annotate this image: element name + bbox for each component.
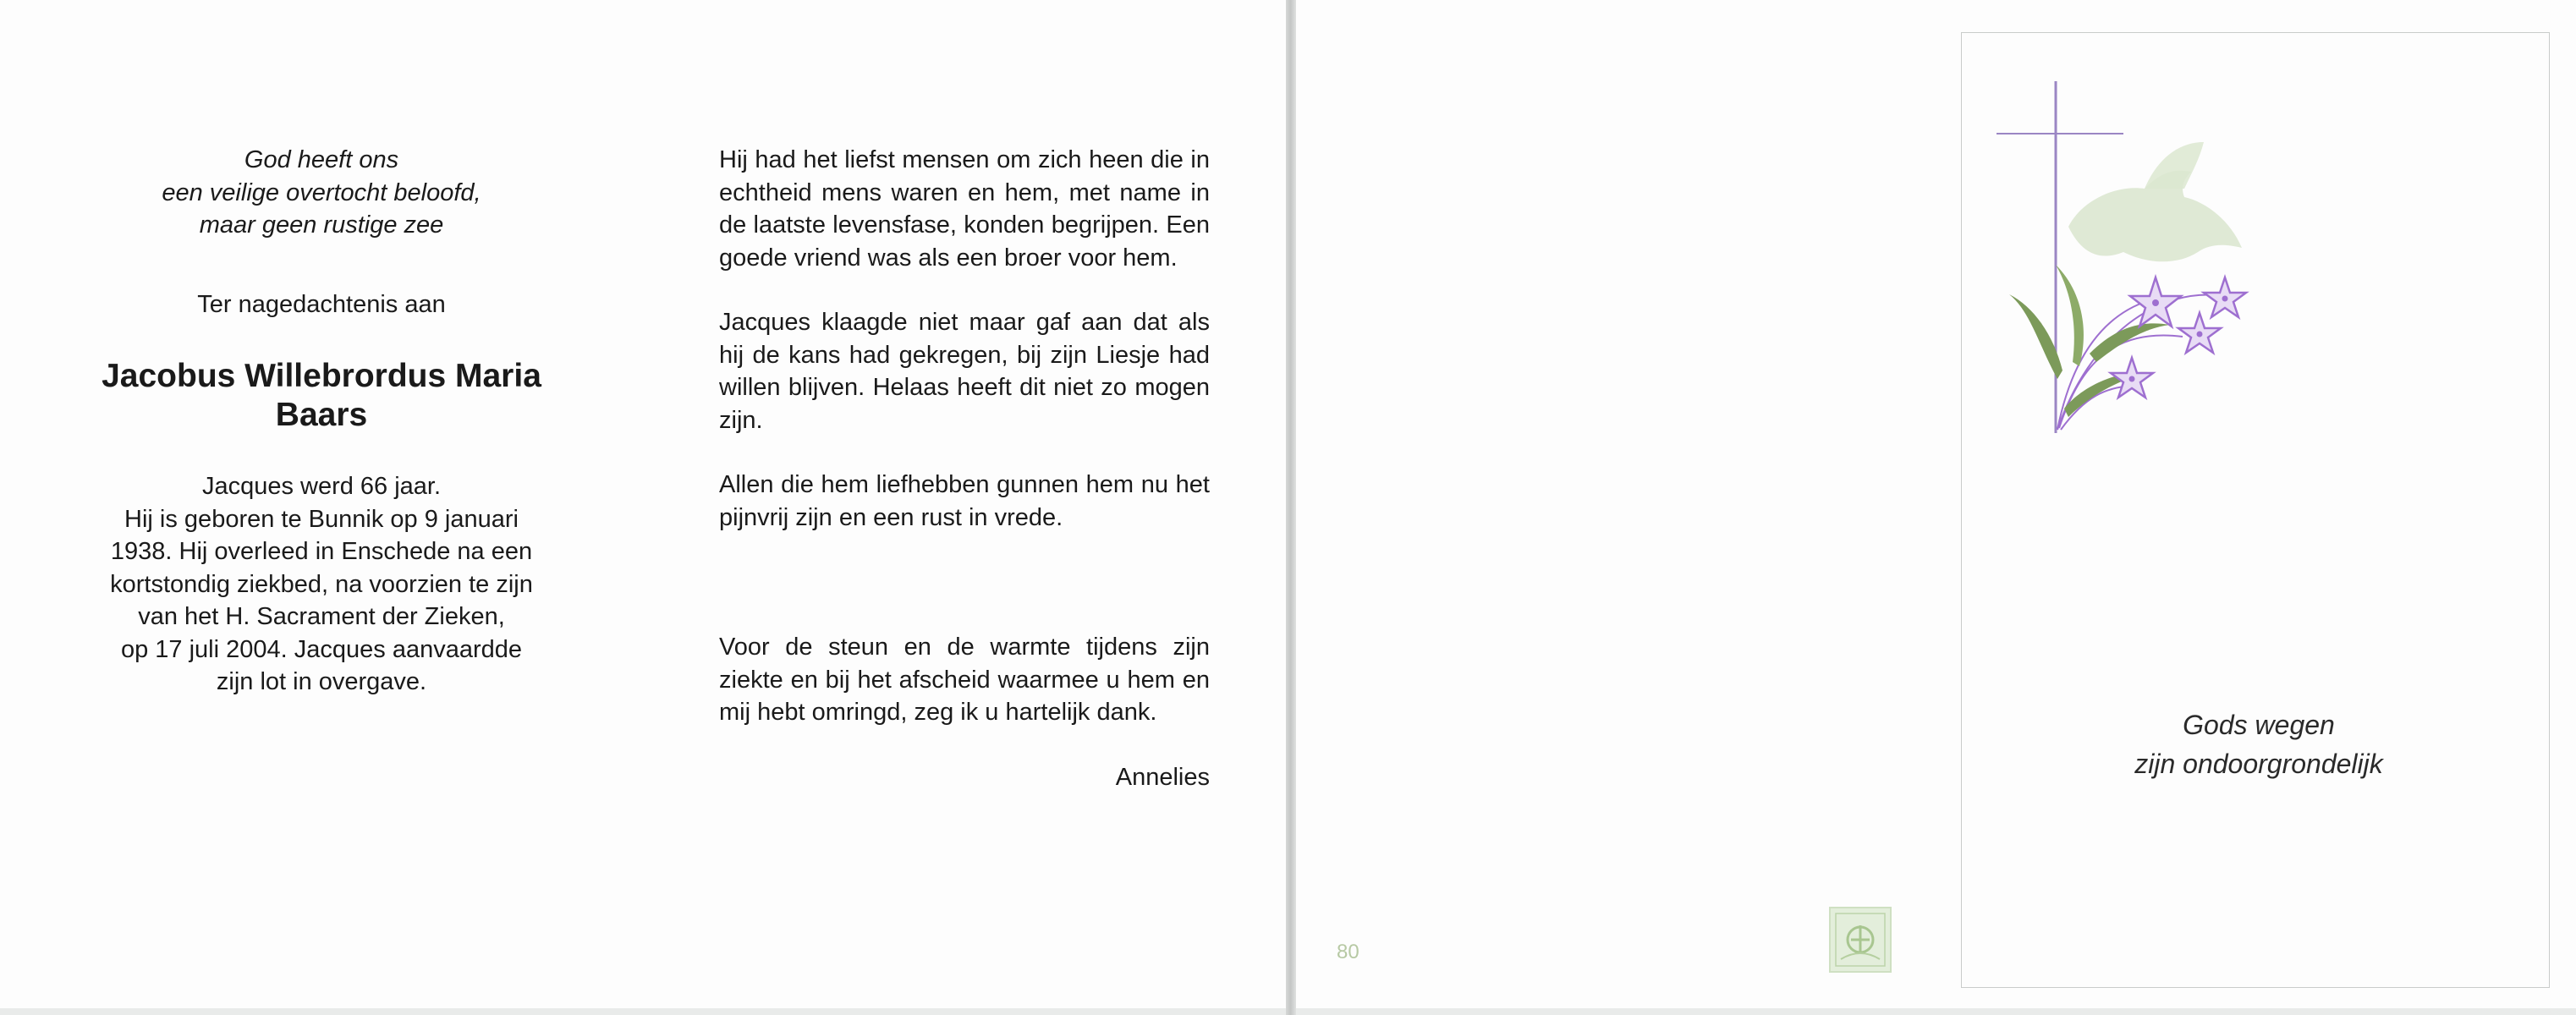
cover-motto-line: zijn ondoorgrondelijk — [2134, 749, 2383, 779]
thanks-paragraph: Voor de steun en de warmte tijdens zijn ziekte en bij het afscheid waarmee u hem en mij hebt omringd, zeg ik u hartelijk dank. — [719, 634, 1210, 726]
biography-line: Jacques werd 66 jaar. — [201, 473, 442, 500]
deceased-name-line: Baars — [275, 397, 368, 433]
cover-motto — [2047, 705, 2470, 783]
biography-line: op 17 juli 2004. Jacques aanvaardde — [120, 635, 523, 663]
deceased-name-line: Jacobus Willebrordus Maria — [102, 358, 541, 394]
epigraph-line: maar geen rustige zee — [199, 211, 444, 239]
page-code: 80 — [1337, 941, 1359, 963]
card-fold — [1286, 0, 1296, 1015]
tribute-paragraph: Jacques klaagde niet maar gaf aan dat als hij de kans had gekregen, bij zijn Liesje had willen blijven. Helaas heeft dit niet zo mogen zijn. — [719, 309, 1210, 434]
tribute-column — [719, 144, 1210, 793]
in-memory-of: Ter nagedachtenis aan — [197, 290, 446, 318]
biography-line: van het H. Sacrament der Zieken, — [138, 603, 505, 630]
biography-line: kortstondig ziekbed, na voorzien te zijn — [110, 570, 533, 598]
signature: Annelies — [1115, 763, 1210, 791]
cover-motto-line: Gods wegen — [2183, 710, 2335, 740]
biography-line: zijn lot in overgave. — [216, 668, 427, 695]
biography-line: 1938. Hij overleed in Enschede na een — [110, 538, 533, 565]
tribute-paragraph: Hij had het liefst mensen om zich heen die in echtheid mens waren en hem, met name in de laatste levensfase, konden begrijpen. Een goede vriend was als een broer voor hem. — [719, 146, 1210, 272]
cross-dove-flowers-icon — [1988, 74, 2267, 438]
epigraph-line: God heeft ons — [244, 146, 399, 173]
deceased-name — [76, 357, 567, 435]
printer-emblem-icon — [1829, 907, 1892, 973]
memorial-column — [76, 144, 567, 699]
epigraph-line: een veilige overtocht beloofd, — [162, 178, 481, 206]
tribute-paragraph: Allen die hem liefhebben gunnen hem nu het pijnvrij zijn en een rust in vrede. — [719, 471, 1210, 531]
biography-line: Hij is geboren te Bunnik op 9 januari — [124, 505, 519, 533]
